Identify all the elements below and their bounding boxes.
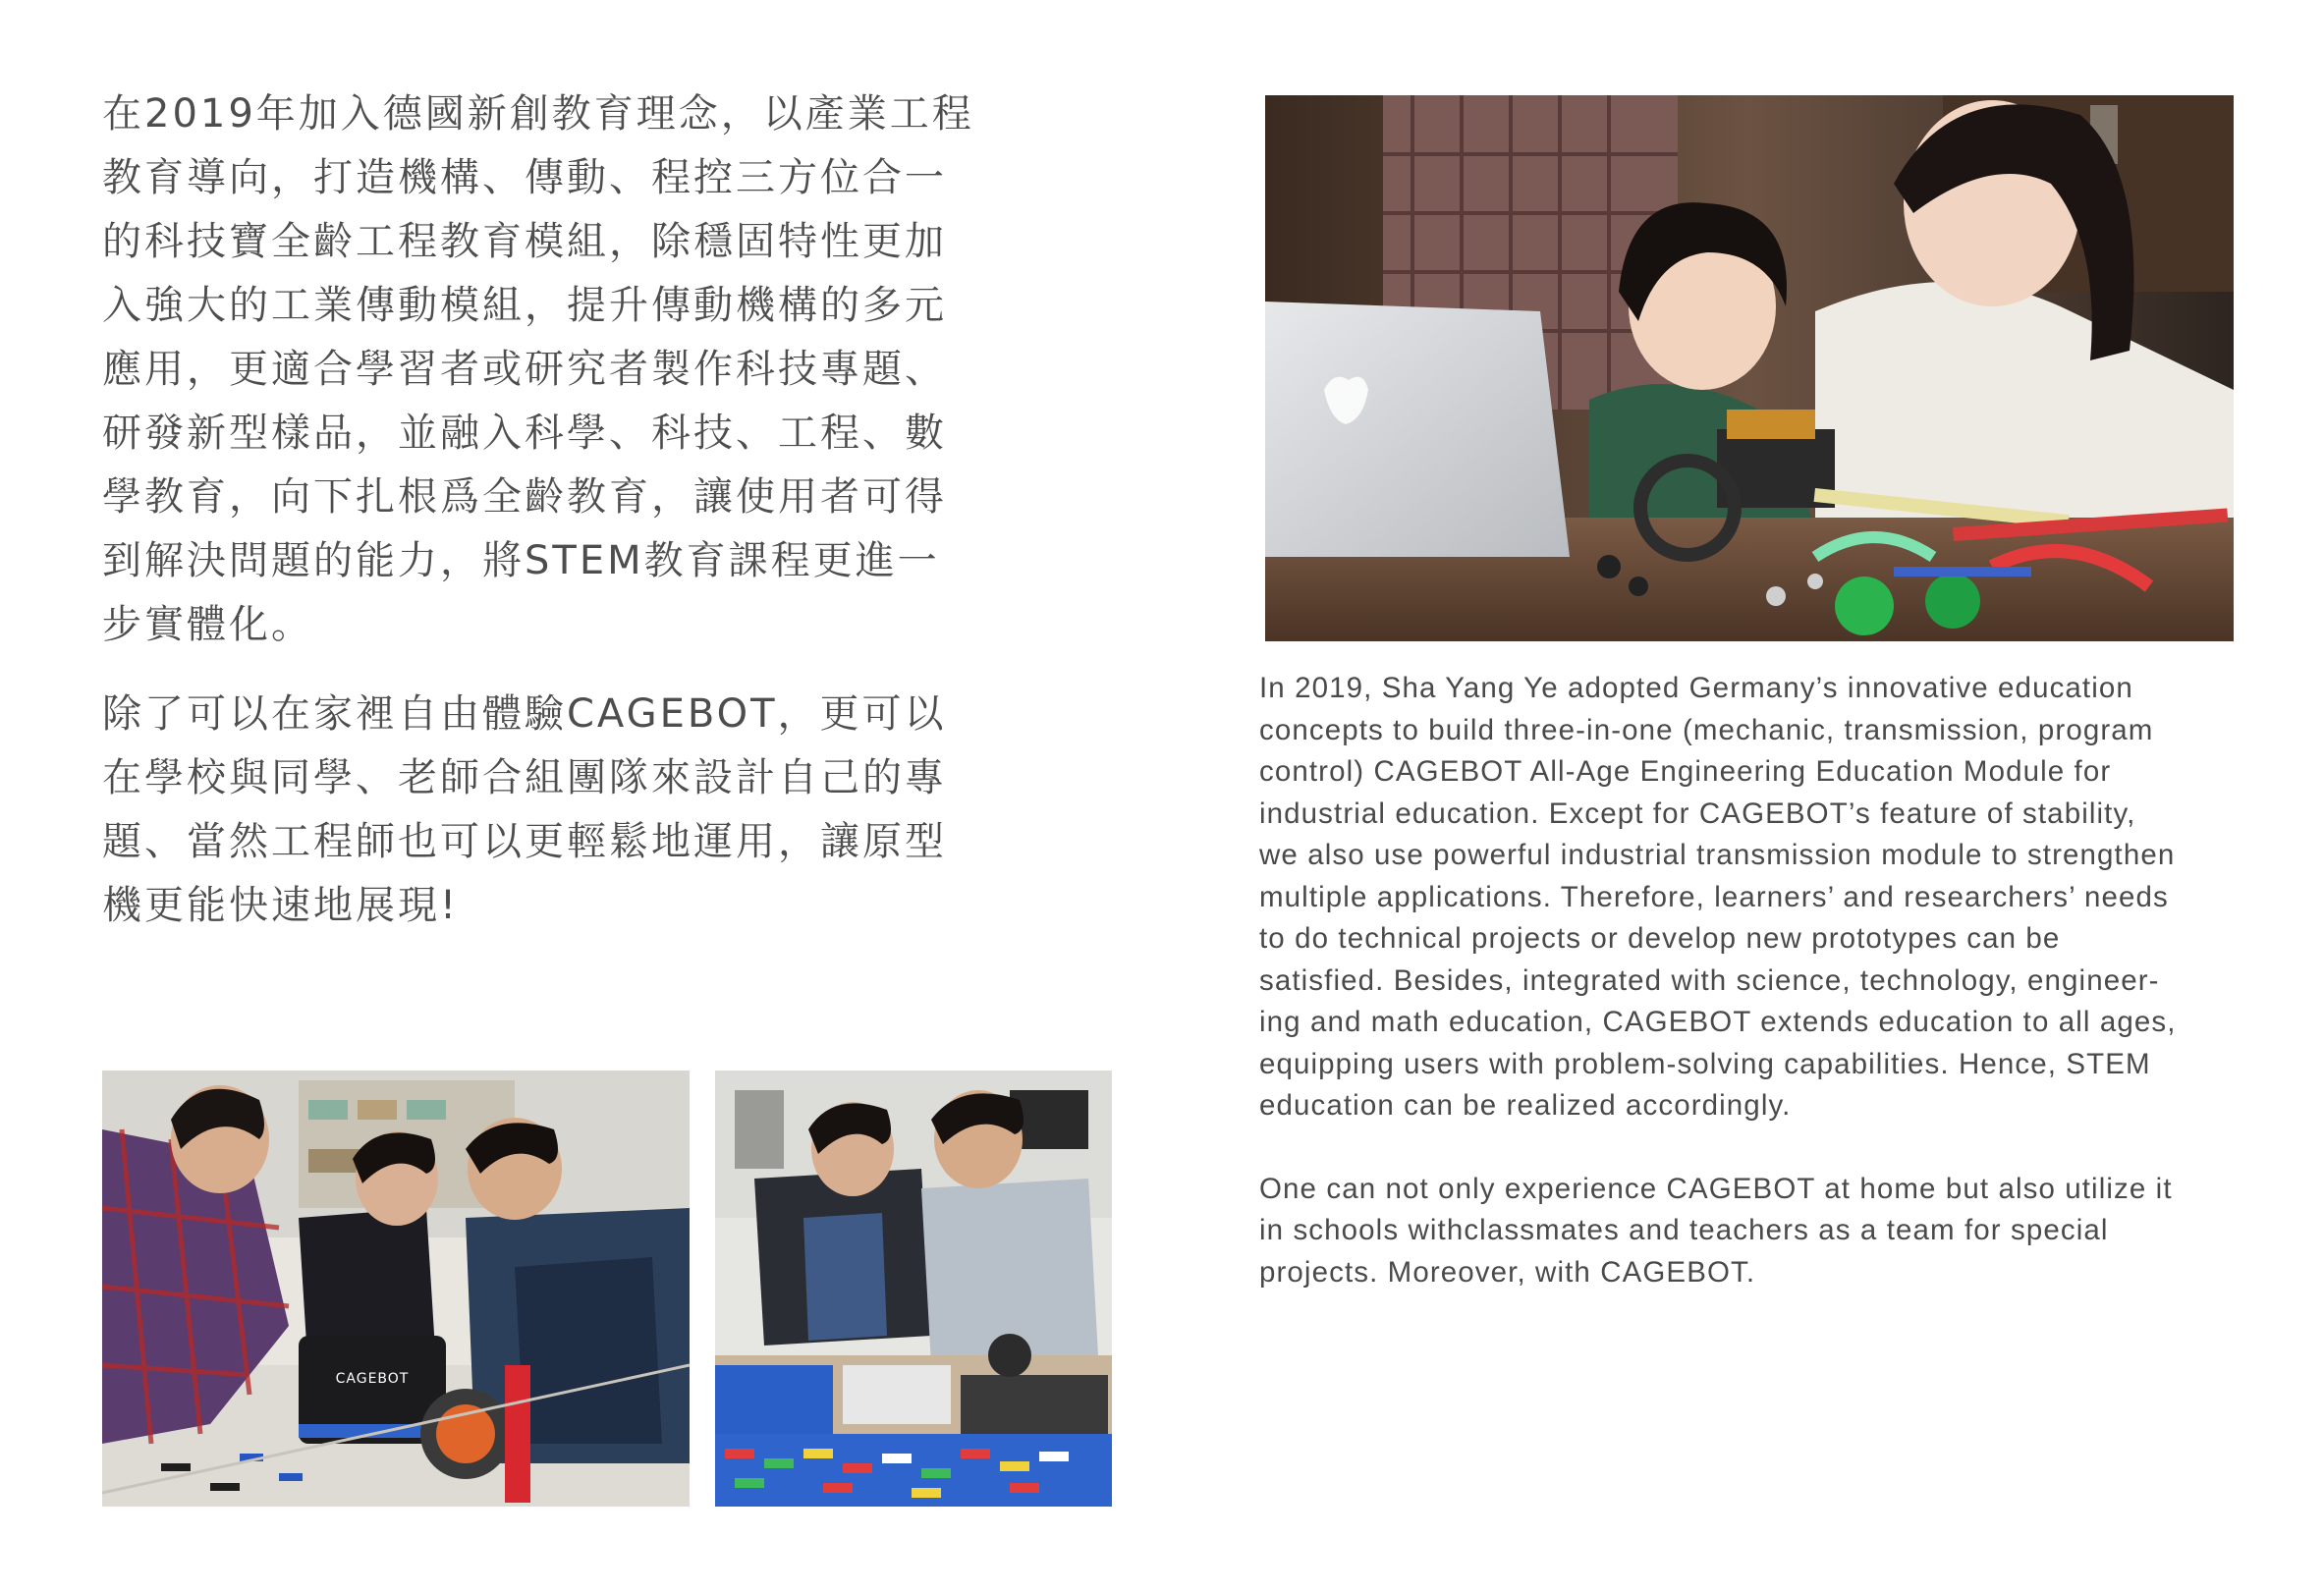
kit-box-logo: CAGEBOT	[335, 1371, 410, 1387]
chinese-paragraph-2: 除了可以在家裡自由體驗CAGEBOT，更可以 在學校與同學、老師合組團隊來設計自己的專 題、當然工程師也可以更輕鬆地運用，讓原型 機更能快速地展現!	[102, 691, 947, 928]
family-laptop-robot-photo	[1265, 95, 2234, 641]
chinese-text-block	[102, 82, 986, 963]
chinese-paragraph-1: 在2019年加入德國新創教育理念，以產業工程 教育導向，打造機構、傳動、程控三方位合一 的科技寶全齡工程教育模組，除穩固特性更加 入強大的工業傳動模組，提升傳動機構的多元 應用，更適合學習者或研究者製作科技專題、 研發新型樣品，並融入科學、科技、工程、數 學教育，向下扎根爲全齡教育，讓使用者可得 到解決問題的能力，將STEM教育課程更進一 步實體化。	[102, 91, 974, 647]
english-paragraph-1: In 2019, Sha Yang Ye adopted Germany’s innovative education concepts to build three-in-one (mechanic, transmission, program control) CAGEBOT All-Age Engineering Education Module for industrial education. Except for CAGEBOT’s feature of stability, we also use powerful industrial transmission module to strengthen multiple applications. Therefore, learners’ and researchers’ needs to do technical projects or develop new prototypes can be satisfied. Besides, integrated with science, technology, engineer- ing and math education, CAGEBOT extends education to all ages, equipping users with problem-solving capabilities. Hence, STEM education can be realized accordingly.	[1259, 672, 2177, 1122]
english-text-block	[1259, 668, 2241, 1335]
english-paragraph-2: One can not only experience CAGEBOT at home but also utilize it in schools withclassmates and teachers as a team for special projects. Moreover, with CAGEBOT.	[1259, 1172, 2173, 1289]
team-assembling-kit-photo	[102, 1071, 690, 1507]
engineers-parts-table-photo	[715, 1071, 1112, 1507]
